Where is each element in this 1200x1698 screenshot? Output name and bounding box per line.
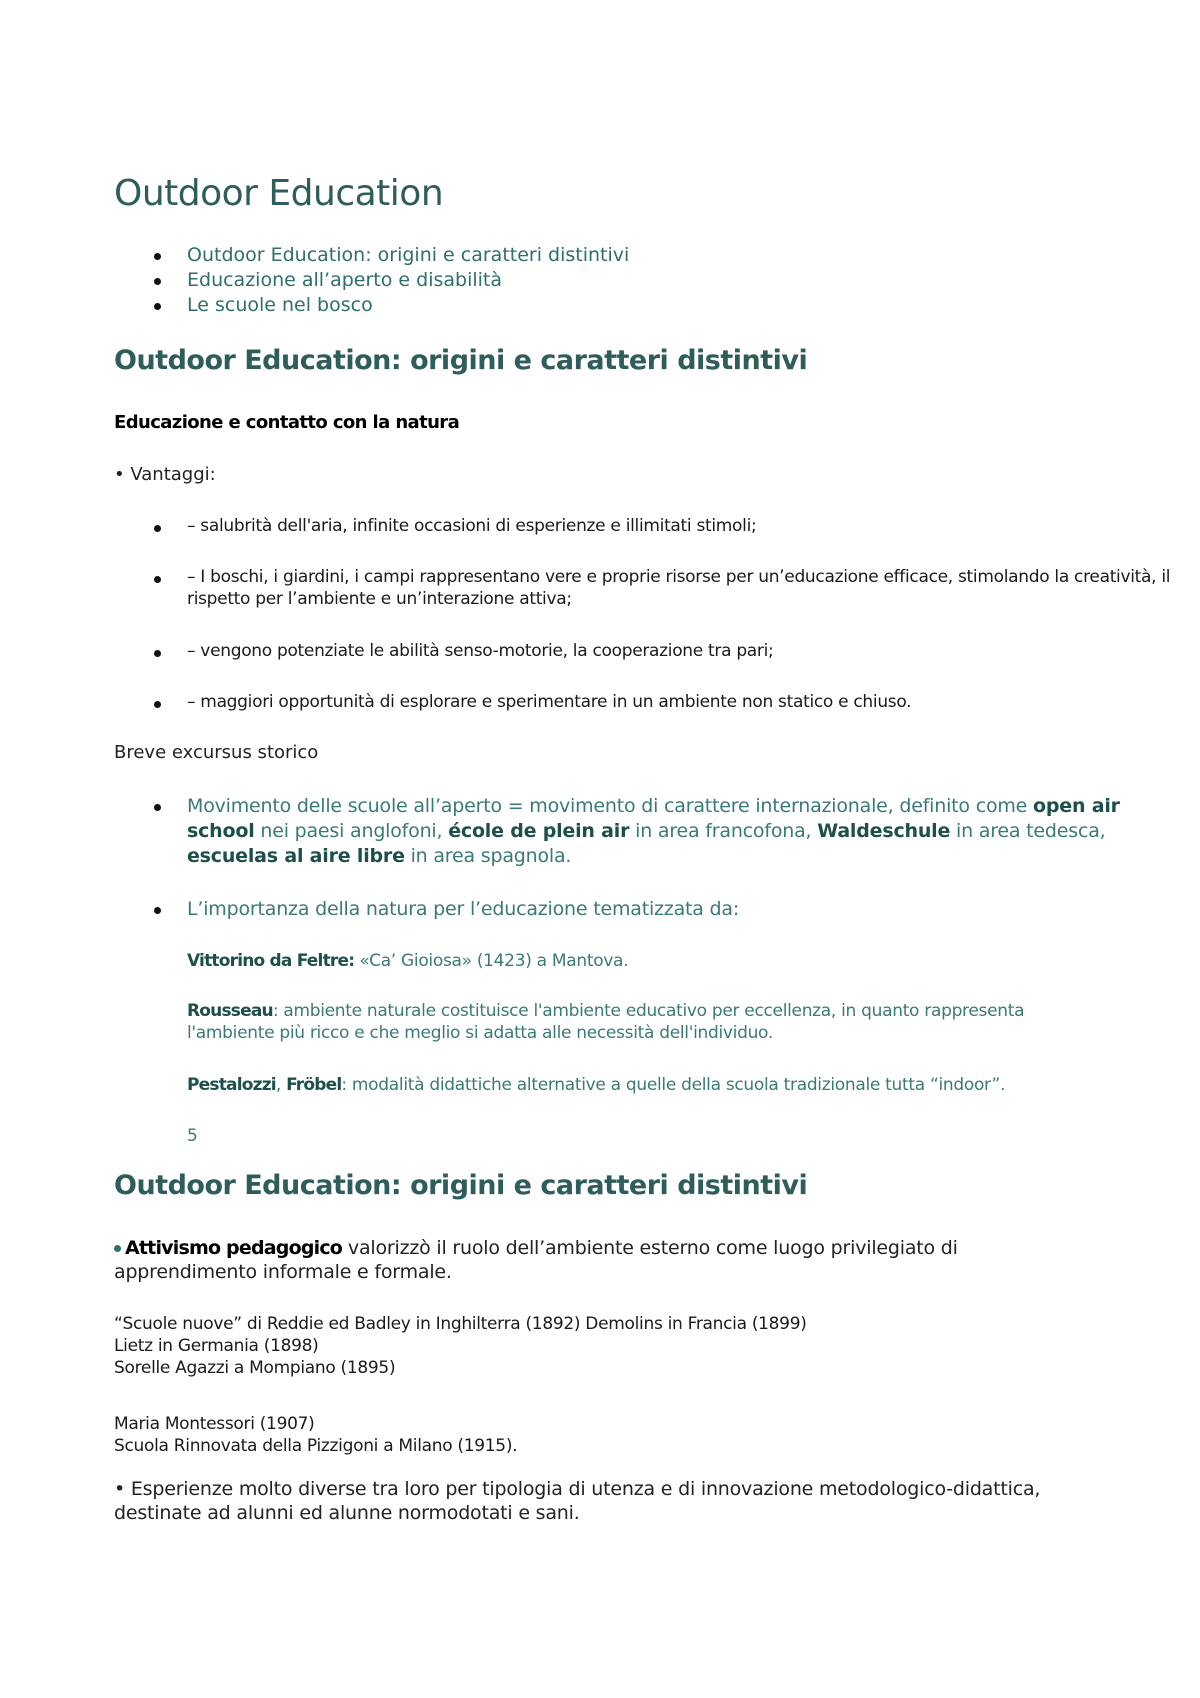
bullet-dot <box>114 1245 121 1252</box>
list-item: – I boschi, i giardini, i campi rappresentano vere e proprie risorse per un’educazione efficace, stimolando la creatività, il rispetto per l’ambiente e un’interazione attiva; <box>114 566 1172 610</box>
author-name: Vittorino da Feltre: <box>187 951 355 971</box>
montessori-block <box>114 1413 517 1457</box>
list-item: – salubrità dell'aria, infinite occasioni di esperienze e illimitati stimoli; <box>114 515 1177 537</box>
term-bold: escuelas al aire libre <box>187 845 405 867</box>
toc-item[interactable]: Educazione all’aperto e disabilità <box>114 268 629 293</box>
author-name: Fröbel <box>286 1075 342 1095</box>
section-heading: Outdoor Education: origini e caratteri distintivi <box>114 1170 808 1201</box>
list-item: L’importanza della natura per l’educazione tematizzata da: <box>114 897 1177 922</box>
vantaggi-label: • Vantaggi: <box>114 464 216 485</box>
author-entry: Rousseau: ambiente naturale costituisce l'ambiente educativo per eccellenza, in quanto rappresenta l'ambiente più ricco e che meglio si adatta alle necessità dell'individuo. <box>187 1001 1025 1043</box>
text-line: Maria Montessori (1907) <box>114 1414 315 1434</box>
author-entry: Pestalozzi, Fröbel: modalità didattiche alternative a quelle della scuola tradizionale tutta “indoor”. <box>187 1075 1006 1095</box>
author-entry: Vittorino da Feltre: «Ca’ Gioiosa» (1423) a Mantova. <box>187 951 629 971</box>
excursus-label: Breve excursus storico <box>114 742 319 763</box>
text-line: Sorelle Agazzi a Mompiano (1895) <box>114 1358 396 1378</box>
table-of-contents <box>114 243 629 318</box>
scuole-nuove-block <box>114 1313 807 1379</box>
esperienze-paragraph: • Esperienze molto diverse tra loro per tipologia di utenza e di innovazione metodologico-didattica, destinate ad alunni ed alunne normodotati e sani. <box>114 1478 1041 1524</box>
section-heading: Outdoor Education: origini e caratteri distintivi <box>114 345 808 376</box>
attivismo-paragraph: Attivismo pedagogico valorizzò il ruolo dell’ambiente esterno come luogo privilegiato di apprendimento informale e formale. <box>114 1237 958 1283</box>
term-bold: open air school <box>187 795 1120 842</box>
author-name: Pestalozzi <box>187 1075 276 1095</box>
term-bold: Attivismo pedagogico <box>125 1237 343 1259</box>
list-item: – vengono potenziate le abilità senso-motorie, la cooperazione tra pari; <box>114 640 1177 662</box>
text-line: “Scuole nuove” di Reddie ed Badley in Inghilterra (1892) Demolins in Francia (1899) <box>114 1314 807 1334</box>
page-number: 5 <box>187 1126 198 1146</box>
author-name: Rousseau <box>187 1001 273 1021</box>
term-bold: école de plein air <box>448 820 630 842</box>
text-line: Lietz in Germania (1898) <box>114 1336 319 1356</box>
subheading: Educazione e contatto con la natura <box>114 412 460 433</box>
list-item: – maggiori opportunità di esplorare e sperimentare in un ambiente non statico e chiuso. <box>114 691 1177 713</box>
term-bold: Waldeschule <box>817 820 951 842</box>
list-item: Movimento delle scuole all’aperto = movimento di carattere internazionale, definito come open air school nei paesi anglofoni, école de plein air in area francofona, Waldeschule in area tedesca, escuelas al aire libre in area spagnola. <box>114 794 1162 869</box>
text-line: Scuola Rinnovata della Pizzigoni a Milano (1915). <box>114 1436 518 1456</box>
toc-item[interactable]: Le scuole nel bosco <box>114 293 629 318</box>
toc-item[interactable]: Outdoor Education: origini e caratteri distintivi <box>114 243 629 268</box>
page-title: Outdoor Education <box>114 173 444 214</box>
